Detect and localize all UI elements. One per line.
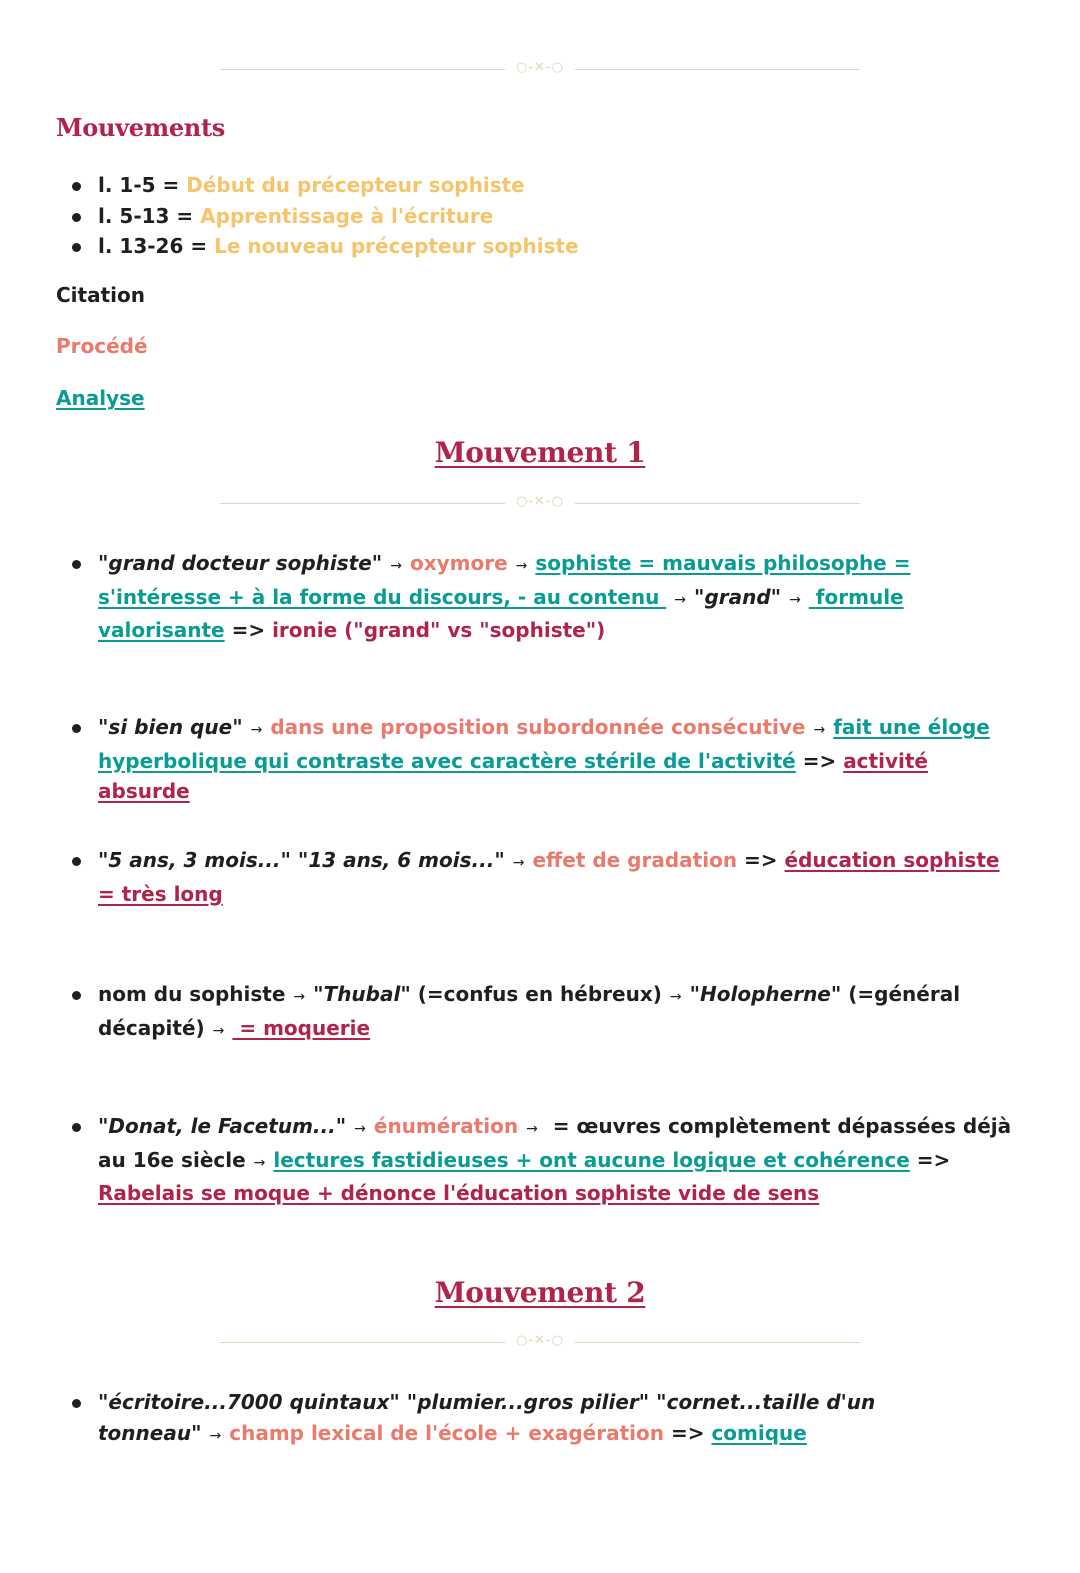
divider-top: [220, 60, 860, 77]
implication-sign: =>: [663, 1420, 712, 1445]
legend-analyse: Analyse: [56, 386, 145, 410]
divider-line: [575, 1342, 860, 1343]
citation: "Donat, le Facetum...": [98, 1114, 347, 1138]
implication-sign: =>: [737, 848, 785, 872]
analysis-bullet-3: [70, 845, 1020, 909]
analysis-bullet-4: [70, 979, 1020, 1046]
divider-ornament: ○-✕-○: [516, 494, 564, 509]
text: (=confus en hébreux): [410, 982, 662, 1006]
divider-line: [220, 503, 505, 504]
procede: oxymore: [409, 551, 508, 575]
divider-ornament: ○-✕-○: [516, 1333, 564, 1348]
citation: "grand docteur sophiste": [98, 551, 383, 575]
analyse: sophiste = mauvais philosophe = s'intéresse + à la forme du discours, - au contenu: [98, 551, 911, 609]
implication-sign: =>: [795, 748, 844, 773]
mouvement1-heading: Mouvement 1: [434, 436, 646, 469]
conclusion: = moquerie: [232, 1015, 371, 1040]
analysis-bullet-5: [70, 1111, 1020, 1209]
citation: "Holopherne": [689, 982, 842, 1006]
analyse: formule valorisante: [98, 584, 904, 642]
analysis-bullet-6: [70, 1387, 1020, 1451]
procede: énumération: [373, 1114, 519, 1138]
conclusion: ironie ("grand" vs "sophiste"): [272, 618, 606, 642]
arrow-icon: →: [253, 1154, 266, 1171]
legend-citation: Citation: [56, 283, 145, 307]
arrow-icon: →: [354, 1121, 366, 1137]
implication-sign: =>: [909, 1147, 951, 1172]
analyse: comique: [711, 1420, 807, 1445]
arrow-icon: →: [526, 1121, 538, 1137]
movement-title: Début du précepteur sophiste: [186, 173, 525, 197]
arrow-icon: →: [669, 989, 682, 1005]
line-ref: l. 1-5 =: [98, 173, 187, 197]
text: (=général décapité): [98, 982, 961, 1040]
divider-line: [575, 503, 860, 504]
list-item: [70, 170, 579, 201]
implication-sign: =>: [224, 618, 273, 642]
citation: "5 ans, 3 mois..." "13 ans, 6 mois...": [98, 848, 505, 872]
line-ref: l. 5-13 =: [98, 203, 201, 228]
arrow-icon: →: [209, 1427, 222, 1444]
procede: effet de gradation: [532, 848, 738, 872]
arrow-icon: →: [250, 722, 263, 738]
line-ref: l. 13-26 =: [98, 234, 215, 258]
mouvement2-heading: Mouvement 2: [434, 1276, 646, 1309]
conclusion: éducation sophiste = très long: [98, 848, 1000, 906]
arrow-icon: →: [515, 558, 528, 574]
arrow-icon: →: [512, 855, 525, 871]
analysis-bullet-2: [70, 712, 1020, 807]
divider-mouvement2: [220, 1333, 860, 1350]
citation: "Thubal": [313, 982, 411, 1006]
analyse: lectures fastidieuses + ont aucune logique et cohérence: [273, 1147, 910, 1172]
text: = œuvres complètement dépassées déjà au 16e siècle: [98, 1114, 1012, 1172]
divider-ornament: ○-✕-○: [516, 60, 564, 75]
list-item: [70, 201, 579, 232]
arrow-icon: →: [674, 591, 687, 608]
list-item: [70, 231, 579, 262]
arrow-icon: →: [390, 558, 402, 574]
analyse: fait une éloge hyperbolique qui contraste avec caractère stérile de l'activité: [98, 715, 990, 773]
arrow-icon: →: [212, 1022, 225, 1039]
text: nom du sophiste: [98, 982, 286, 1006]
divider-mouvement1: [220, 494, 860, 511]
citation: "écritoire...7000 quintaux" "plumier...gros pilier" "cornet...taille d'un tonneau": [98, 1390, 876, 1445]
procede: dans une proposition subordonnée consécutive: [270, 715, 806, 739]
divider-line: [220, 1342, 505, 1343]
divider-line: [220, 69, 505, 70]
conclusion: activité absurde: [98, 748, 928, 803]
arrow-icon: →: [293, 989, 306, 1005]
legend-procede: Procédé: [56, 334, 148, 358]
mouvements-heading: Mouvements: [56, 113, 225, 142]
analysis-bullet-1: [70, 548, 1020, 646]
arrow-icon: →: [813, 722, 826, 738]
movement-title: Le nouveau précepteur sophiste: [214, 234, 579, 258]
divider-line: [575, 69, 860, 70]
conclusion: Rabelais se moque + dénonce l'éducation sophiste vide de sens: [98, 1181, 820, 1205]
citation: "si bien que": [98, 715, 243, 739]
movement-title: Apprentissage à l'écriture: [200, 203, 494, 228]
arrow-icon: →: [789, 591, 801, 608]
citation: "grand": [694, 584, 782, 609]
procede: champ lexical de l'école + exagération: [229, 1420, 664, 1445]
mouvements-list: [70, 170, 579, 262]
